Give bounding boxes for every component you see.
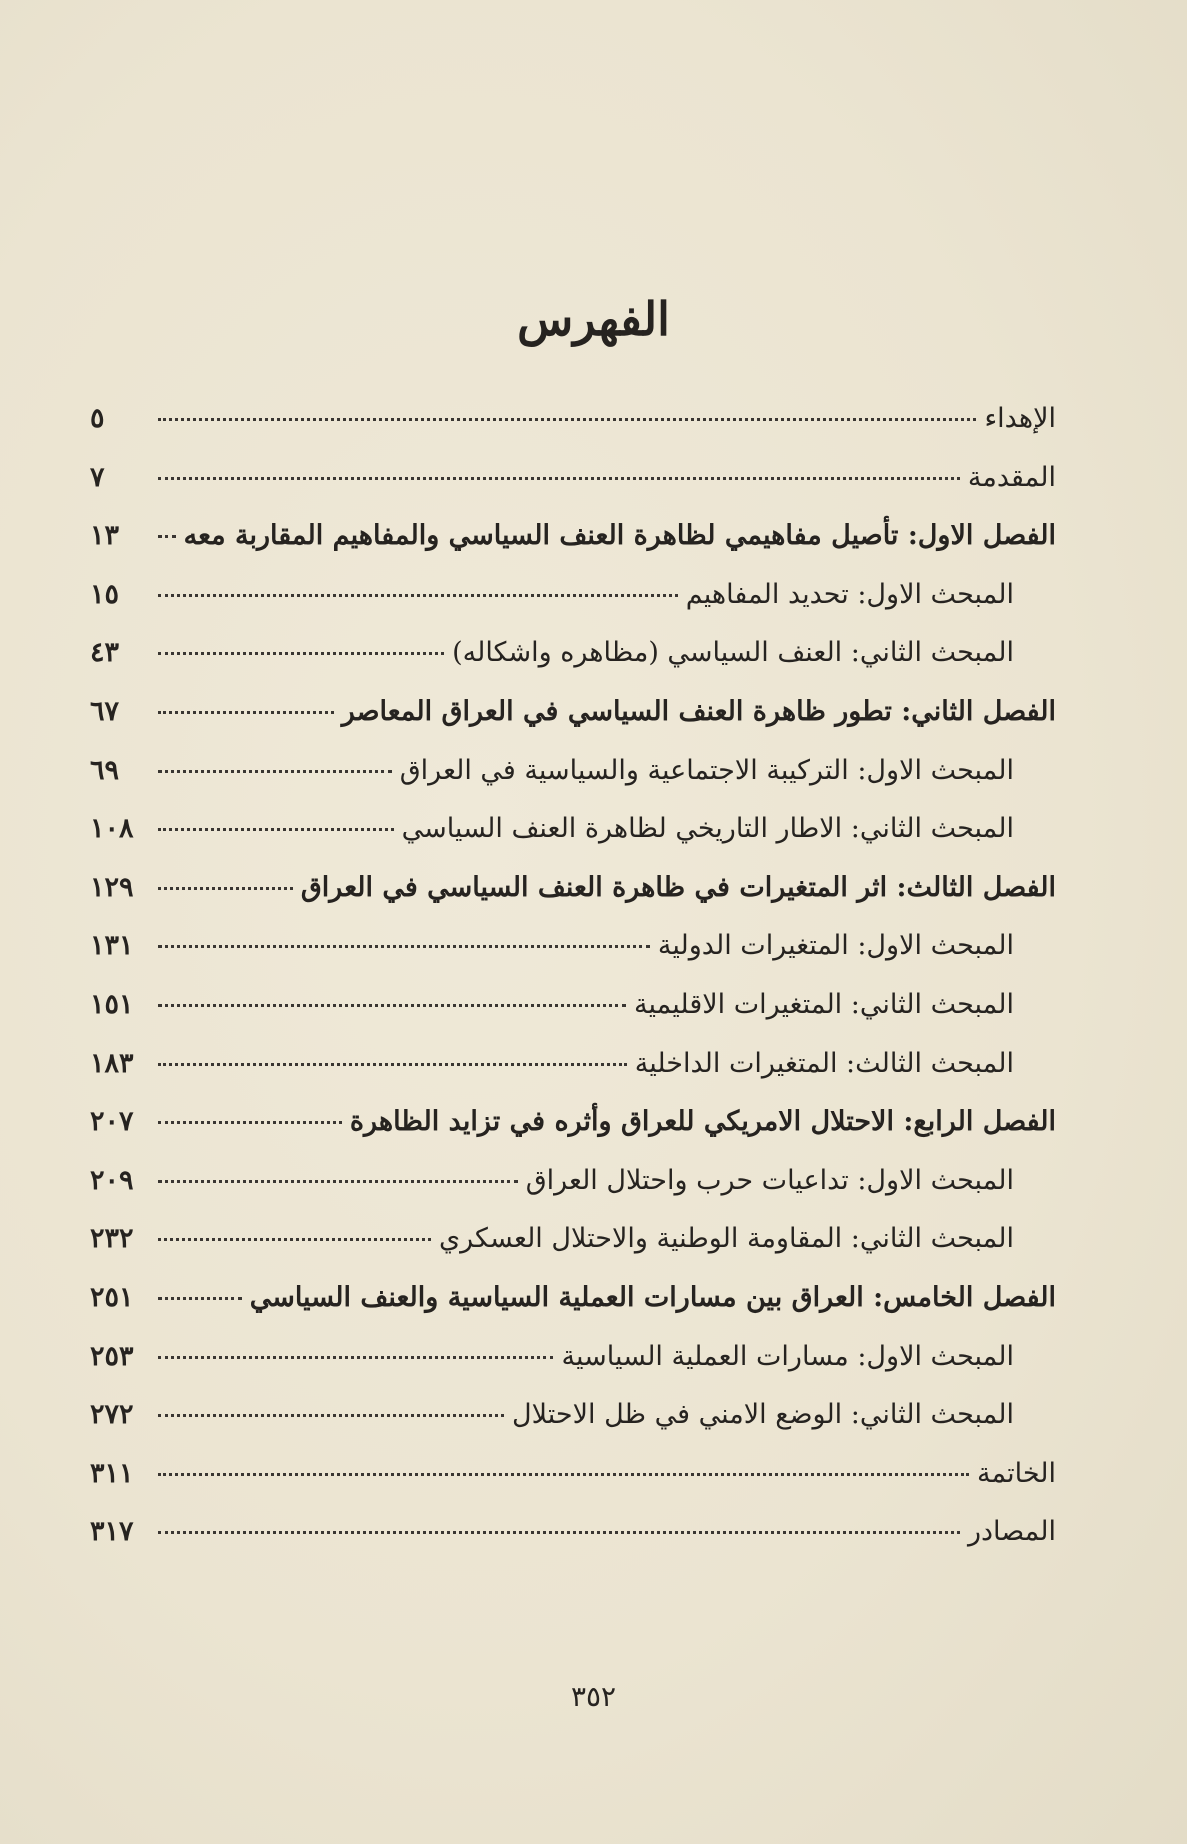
toc-entry	[90, 449, 1056, 508]
dot-leader	[158, 477, 960, 480]
dot-leader	[158, 652, 444, 655]
toc-entry-title: المقدمة	[967, 461, 1056, 493]
dot-leader	[158, 535, 176, 538]
toc-entry	[90, 976, 1056, 1035]
toc-entry-title: المبحث الثاني: الوضع الامني في ظل الاحتلال	[512, 1399, 1014, 1431]
toc-entry-title: المبحث الثالث: المتغيرات الداخلية	[634, 1047, 1014, 1079]
toc-entry-title: المبحث الثاني: المتغيرات الاقليمية	[634, 988, 1014, 1020]
dot-leader	[158, 711, 334, 714]
dot-leader	[158, 828, 394, 831]
toc-entry-page: ١٥١	[90, 988, 134, 1020]
dot-leader	[158, 1180, 518, 1183]
toc-entry	[90, 917, 1056, 976]
toc-entry-page: ٢٠٩	[90, 1164, 134, 1196]
toc-entry	[90, 566, 1056, 625]
page-title: الفهرس	[517, 292, 670, 346]
toc-entry-page: ١٣	[90, 520, 120, 552]
toc-entry-title: المبحث الثاني: العنف السياسي (مظاهره واشكاله)	[452, 637, 1014, 669]
toc-entry-page: ٣١١	[90, 1457, 134, 1489]
dot-leader	[158, 1414, 504, 1417]
toc-entry-title: المبحث الثاني: المقاومة الوطنية والاحتلال العسكري	[439, 1223, 1014, 1255]
dot-leader	[158, 1121, 342, 1124]
toc-entry-title: المبحث الاول: مسارات العملية السياسية	[561, 1340, 1014, 1372]
dot-leader	[158, 1238, 431, 1241]
toc-entry-page: ٢٣٢	[90, 1223, 134, 1255]
toc-entry-page: ٢٠٧	[90, 1106, 134, 1138]
toc-entry	[90, 1093, 1056, 1152]
dot-leader	[158, 945, 650, 948]
toc-entry-title: الفصل الثاني: تطور ظاهرة العنف السياسي في العراق المعاصر	[341, 695, 1056, 727]
dot-leader	[158, 1356, 553, 1359]
toc-entry	[90, 800, 1056, 859]
toc-entry-page: ٧	[90, 461, 105, 493]
toc-entry-title: الفصل الاول: تأصيل مفاهيمي لظاهرة العنف السياسي والمفاهيم المقاربة معه	[183, 520, 1056, 552]
toc-entry-title: الفصل الخامس: العراق بين مسارات العملية السياسية والعنف السياسي	[249, 1281, 1056, 1313]
toc-entry	[90, 1503, 1056, 1562]
toc-entry	[90, 507, 1056, 566]
toc-entry-page: ٢٧٢	[90, 1399, 134, 1431]
dot-leader	[158, 770, 392, 773]
toc-entry-page: ٦٩	[90, 754, 120, 786]
toc-entry-page: ٢٥٣	[90, 1340, 134, 1372]
toc-entry	[90, 1269, 1056, 1328]
toc-entry-page: ٦٧	[90, 695, 120, 727]
dot-leader	[158, 1297, 242, 1300]
toc-entry	[90, 683, 1056, 742]
toc-entry-page: ١٢٩	[90, 871, 134, 903]
toc-entry-page: ١٣١	[90, 930, 134, 962]
toc-entry	[90, 742, 1056, 801]
toc-entry-page: ١٨٣	[90, 1047, 134, 1079]
toc-entry-page: ٣١٧	[90, 1516, 134, 1548]
toc-entry-title: المبحث الثاني: الاطار التاريخي لظاهرة العنف السياسي	[401, 813, 1014, 845]
toc-entry	[90, 624, 1056, 683]
toc-entry-page: ٥	[90, 403, 105, 434]
dot-leader	[158, 1004, 626, 1007]
toc-entry-title: الفصل الثالث: اثر المتغيرات في ظاهرة العنف السياسي في العراق	[300, 871, 1056, 903]
toc-entry-title: المبحث الاول: تداعيات حرب واحتلال العراق	[525, 1164, 1014, 1196]
dot-leader	[158, 1063, 627, 1066]
toc-entry	[90, 1035, 1056, 1094]
toc-entry	[90, 1386, 1056, 1445]
toc-entry-title: المصادر	[967, 1516, 1056, 1548]
toc-entry-page: ٢٥١	[90, 1281, 134, 1313]
dot-leader	[158, 1531, 960, 1534]
toc-entry	[90, 390, 1056, 449]
toc-entry-title: الخاتمة	[977, 1457, 1056, 1489]
dot-leader	[158, 594, 678, 597]
toc-entry-title: المبحث الاول: تحديد المفاهيم	[685, 578, 1014, 610]
toc-entry-title: المبحث الاول: المتغيرات الدولية	[657, 930, 1014, 962]
toc-entry-page: ٤٣	[90, 637, 120, 669]
toc-entry-title: المبحث الاول: التركيبة الاجتماعية والسياسية في العراق	[399, 754, 1014, 786]
toc-entry-title: الإهداء	[984, 403, 1056, 434]
toc-entry-page: ١٥	[90, 578, 120, 610]
toc-entry	[90, 1210, 1056, 1269]
toc-entry	[90, 1152, 1056, 1211]
dot-leader	[158, 887, 293, 890]
toc-entry-page: ١٠٨	[90, 813, 134, 845]
table-of-contents	[90, 390, 1056, 1562]
dot-leader	[158, 1473, 969, 1476]
toc-entry	[90, 1445, 1056, 1504]
toc-entry	[90, 1328, 1056, 1387]
dot-leader	[158, 418, 976, 421]
toc-entry	[90, 859, 1056, 918]
page-number: ٣٥٢	[570, 1680, 617, 1713]
toc-entry-title: الفصل الرابع: الاحتلال الامريكي للعراق وأثره في تزايد الظاهرة	[349, 1106, 1056, 1138]
